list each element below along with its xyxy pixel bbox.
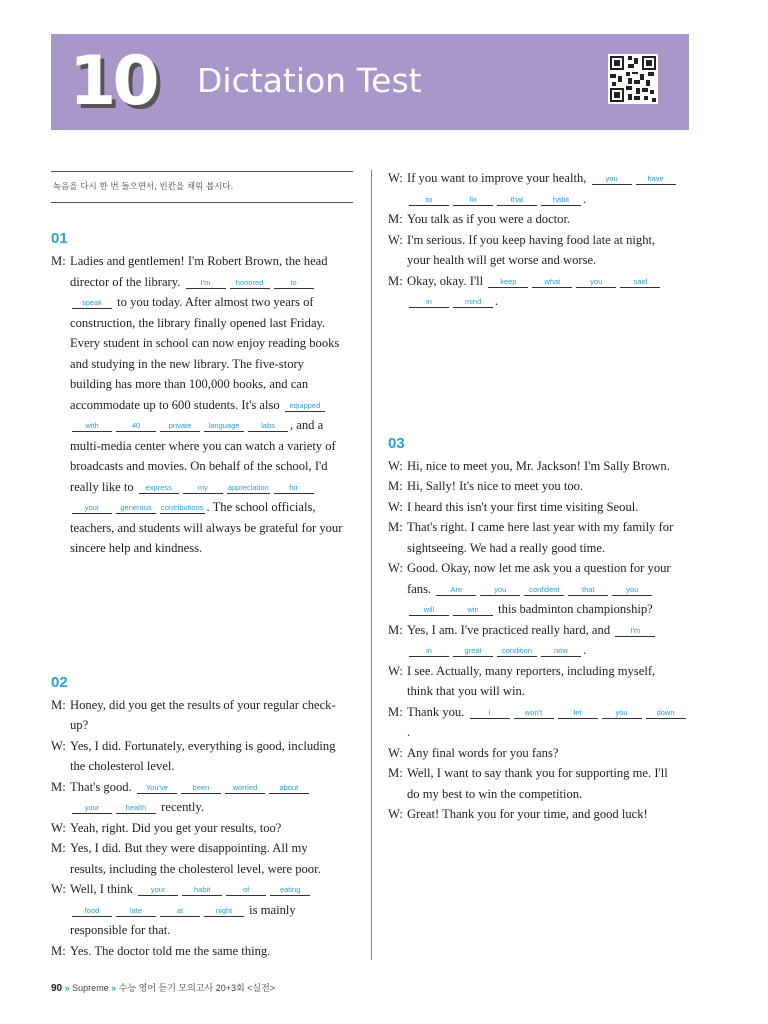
speaker-label: M: (388, 520, 403, 534)
right-column (388, 168, 690, 825)
blank-answer[interactable]: honored (230, 278, 270, 289)
speaker-label: M: (388, 479, 403, 493)
blank-answer[interactable]: condition (497, 646, 537, 657)
instruction-box (51, 171, 353, 203)
speaker-label: W: (388, 745, 403, 760)
column-divider (371, 170, 372, 960)
speaker-label: M: (51, 943, 66, 958)
blank-answer[interactable]: equipped (285, 401, 325, 412)
blank-answer[interactable]: I'm (615, 626, 655, 637)
blank-answer[interactable]: that (568, 585, 608, 596)
blank-answer[interactable]: worried (225, 783, 265, 794)
chapter-number: 10 (69, 42, 156, 121)
speaker-label: W: (388, 458, 403, 473)
speaker-label: W: (388, 232, 403, 247)
blank-answer[interactable]: contributions (161, 503, 204, 512)
brand-name: Supreme (72, 983, 109, 993)
chevron-right-icon: » (111, 983, 117, 993)
instruction-text: 녹음을 다시 한 번 들으면서, 빈칸을 채워 봅시다. (53, 182, 234, 192)
blank-answer[interactable]: what (532, 277, 572, 288)
blank-answer[interactable]: you (576, 277, 616, 288)
blank-answer[interactable]: in (409, 297, 449, 308)
speaker-label: W: (388, 663, 403, 678)
blank-answer[interactable]: you (602, 708, 642, 719)
page-title: Dictation Test (197, 61, 422, 100)
blank-answer[interactable]: now (541, 646, 581, 657)
speaker-label: W: (388, 561, 403, 575)
blank-answer[interactable]: express (139, 483, 179, 494)
blank-answer[interactable]: have (636, 174, 676, 185)
blank-answer[interactable]: health (116, 803, 156, 814)
chevron-right-icon: » (64, 983, 70, 993)
blank-answer[interactable]: with (72, 421, 112, 432)
blank-answer[interactable]: that (497, 195, 537, 206)
blank-answer[interactable]: labs (248, 421, 288, 432)
blank-answer[interactable]: appreciation (227, 482, 269, 492)
blank-answer[interactable]: will (409, 605, 449, 616)
page-footer (51, 981, 275, 994)
left-column (51, 229, 356, 961)
speaker-label: M: (388, 622, 403, 637)
blank-answer[interactable]: let (558, 708, 598, 719)
blank-answer[interactable]: eating (270, 885, 310, 896)
blank-answer[interactable]: habit (541, 195, 581, 206)
speaker-label: M: (51, 779, 66, 794)
blank-answer[interactable]: food (72, 906, 112, 917)
blank-answer[interactable]: win (453, 605, 493, 616)
blank-answer[interactable]: I (470, 708, 510, 719)
blank-answer[interactable]: about (269, 783, 309, 794)
speaker-label: W: (388, 807, 403, 821)
passage-01: M: Ladies and gentlemen! I'm Robert Brown, the head director of the library. I'm honored to speak to you today. After almost two years of construction, the library finally opened last Friday. Every student in school can now enjoy reading books and studying in the new library. The five-story building has more than 100,000 books, and can accommodate up to 600 students. It's also equipped with 40 private language labs , and a multi-media center where you can watch a variety of broadcasts and movies. On behalf of the school, I'd really like to express my appreciation for your generous contributions . The school officials, teachers, and students will always be grateful for your sincere help and kindness. (51, 251, 356, 559)
blank-answer[interactable]: You've (137, 783, 177, 794)
blank-answer[interactable]: said (620, 277, 660, 288)
speaker-label: M: (388, 273, 403, 288)
speaker-label: M: (51, 841, 66, 855)
blank-answer[interactable]: you (612, 585, 652, 596)
passage-03: W: Hi, nice to meet you, Mr. Jackson! I'm Sally Brown. M: Hi, Sally! It's nice to meet you too. W: I heard this isn't your first time visiting Seoul. M: That's right. I came here last year with my family for sightseeing. We had a really good time. W: Good. Okay, now let me ask you a question for your fans. Are you confident that you will win this badminton championship? M: Yes, I am. I've practiced really hard, and I'm in great condition now . W: I see. Actually, many reporters, including myself, think that you will win. M: Thank you. I won't let you down. W: Any final words for you fans? M: Well, I want to say thank you for supporting me. I'll do my best to win the competition. W: Great! Thank you for your time, and good luck! (388, 456, 690, 825)
speaker-label: W: (51, 820, 66, 835)
speaker-label: M: (388, 704, 403, 719)
speaker-label: M: (51, 697, 66, 712)
blank-answer[interactable]: you (592, 174, 632, 185)
series-title: 수능 영어 듣기 모의고사 20+3회 <실전> (118, 983, 276, 993)
chapter-header (51, 34, 689, 130)
blank-answer[interactable]: night (204, 906, 244, 917)
speaker-label: W: (51, 738, 66, 753)
speaker-label: M: (51, 254, 66, 268)
blank-answer[interactable]: your (138, 885, 178, 896)
passage-02-continued: W: If you want to improve your health, you have to fix that habit . M: You talk as if you were a doctor. W: I'm serious. If you keep having food late at night, your health will get worse and worse. M: Okay, okay. I'll keep what you said in mind . (388, 168, 690, 312)
speaker-label: W: (51, 882, 66, 896)
blank-answer[interactable]: late (116, 906, 156, 917)
passage-02: M: Honey, did you get the results of your regular check- up? W: Yes, I did. Fortunately, everything is good, including the cholesterol level. M: That's good. You've been worried about your health recently. W: Yeah, right. Did you get your results, too? M: Yes, I did. But they were disappointing. All my results, including the cholesterol level, were poor. W: Well, I think your habit of eating food late at night is mainly responsible for that. M: Yes. The doctor told me the same thing. (51, 695, 356, 962)
blank-answer[interactable]: down (646, 708, 686, 719)
blank-answer[interactable]: of (226, 885, 266, 896)
blank-answer[interactable]: won't (514, 708, 554, 719)
blank-answer[interactable]: generous (116, 503, 156, 514)
blank-answer[interactable]: for (274, 483, 314, 494)
blank-answer[interactable]: keep (488, 277, 528, 288)
blank-answer[interactable]: mind (453, 297, 493, 308)
blank-answer[interactable]: habit (182, 885, 222, 896)
section-label-01: 01 (51, 230, 68, 247)
blank-answer[interactable]: your (72, 503, 112, 514)
blank-answer[interactable]: at (160, 906, 200, 917)
page-number: 90 (51, 983, 63, 994)
blank-answer[interactable]: you (480, 585, 520, 596)
speaker-label: M: (388, 212, 403, 226)
blank-answer[interactable]: my (183, 483, 223, 494)
blank-answer[interactable]: in (409, 646, 449, 657)
blank-answer[interactable]: language (204, 421, 244, 432)
qr-code-icon[interactable] (608, 54, 658, 104)
blank-answer[interactable]: confident (524, 585, 564, 596)
blank-answer[interactable]: Are (436, 585, 476, 596)
speaker-label: W: (388, 171, 403, 185)
blank-answer[interactable]: fix (453, 195, 493, 206)
blank-answer[interactable]: 40 (116, 421, 156, 432)
blank-answer[interactable]: to (409, 195, 449, 206)
section-label-03: 03 (388, 434, 405, 452)
blank-answer[interactable]: your (72, 803, 112, 814)
blank-answer[interactable]: great (453, 646, 493, 657)
blank-answer[interactable]: to (274, 278, 314, 289)
blank-answer[interactable]: I'm (186, 278, 226, 289)
blank-answer[interactable]: been (181, 783, 221, 794)
speaker-label: W: (388, 499, 403, 514)
blank-answer[interactable]: private (160, 421, 200, 432)
speaker-label: M: (388, 766, 403, 780)
blank-answer[interactable]: speak (72, 298, 112, 309)
section-label-02: 02 (51, 673, 68, 691)
